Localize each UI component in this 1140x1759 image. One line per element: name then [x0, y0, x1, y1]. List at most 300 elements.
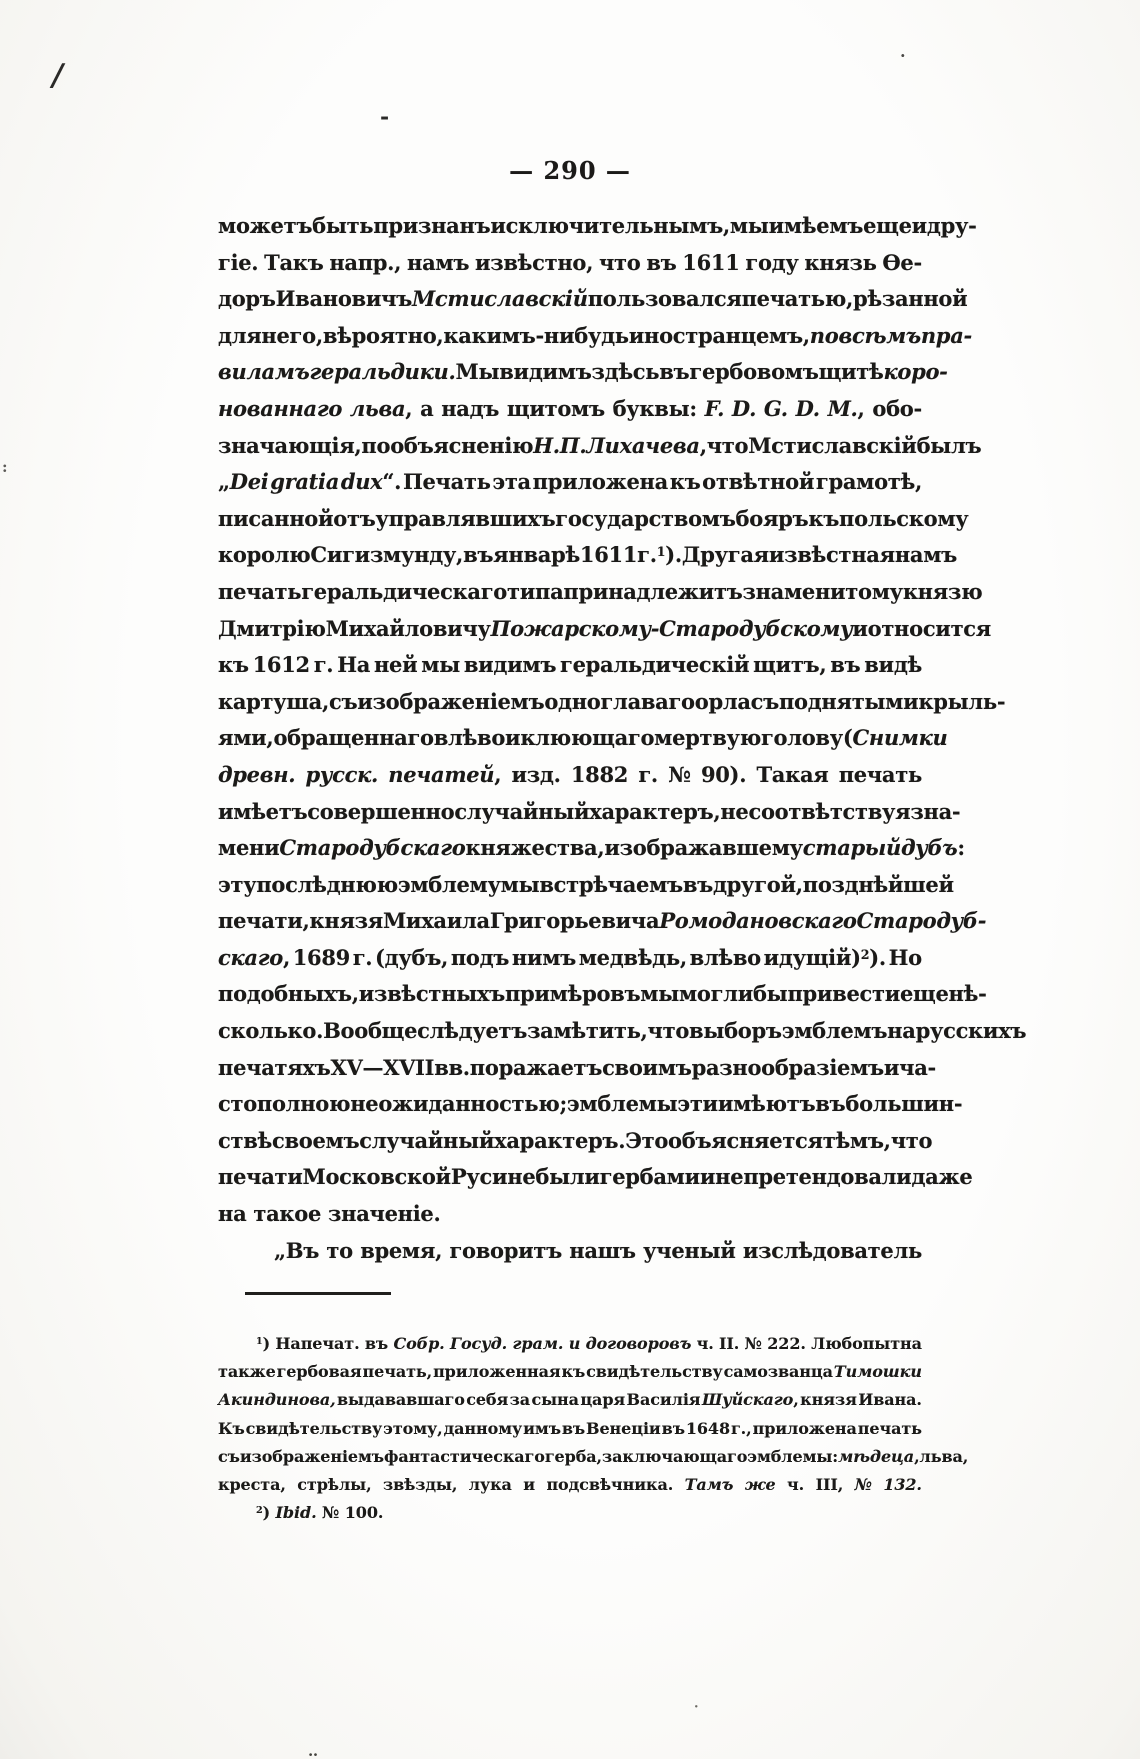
text-line [218, 281, 968, 318]
text-segment: Ивана. [858, 1390, 922, 1410]
italic-text: Пожарскому-Стародубскому [490, 615, 853, 641]
text-segment: съ [750, 688, 779, 714]
text-segment: эта [492, 469, 531, 495]
word [599, 245, 641, 282]
text-segment: гіе. [218, 249, 259, 275]
word [659, 354, 689, 391]
word [920, 1443, 969, 1471]
word [872, 391, 922, 428]
word [420, 391, 433, 428]
word [450, 1330, 507, 1358]
word [857, 903, 987, 940]
word [218, 391, 342, 428]
word [275, 1330, 359, 1358]
word [555, 501, 735, 538]
text-segment: обращеннаго [273, 725, 434, 751]
text-line [218, 720, 948, 757]
text-segment: ч. [787, 1474, 805, 1494]
word [918, 684, 1005, 721]
text-segment: въ [561, 1418, 586, 1438]
word [443, 318, 628, 355]
text-segment: , [857, 395, 865, 421]
text-segment: позднѣйшей [802, 871, 954, 897]
word [689, 354, 818, 391]
text-segment: 222. [767, 1334, 806, 1353]
text-segment: намъ [894, 542, 957, 568]
word [337, 1386, 465, 1414]
text-segment: объясняется [668, 1127, 823, 1153]
text-segment: гербовая [276, 1362, 362, 1382]
word [640, 976, 679, 1013]
text-line [218, 537, 957, 574]
word [520, 720, 654, 757]
word [412, 281, 588, 318]
word [359, 1123, 494, 1160]
text-line [218, 940, 922, 977]
text-segment: къ [218, 652, 249, 678]
text-line [218, 1499, 922, 1527]
text-segment: относится [867, 615, 991, 641]
word [853, 281, 967, 318]
text-segment: влѣво [689, 944, 761, 970]
text-segment: пользовался [587, 286, 742, 312]
word [501, 867, 540, 904]
word [270, 464, 339, 501]
italic-text: договоровъ [585, 1334, 692, 1353]
text-segment: льва, [919, 1446, 969, 1466]
text-segment: одноглаваго [544, 688, 695, 714]
word [863, 208, 912, 245]
word [218, 318, 261, 355]
italic-text: Тамъ [684, 1474, 734, 1494]
text-segment: нашъ [569, 1237, 636, 1263]
word [451, 1159, 507, 1196]
text-segment: сына [531, 1390, 579, 1410]
word [921, 318, 972, 355]
text-segment: неожиданностью; [350, 1091, 567, 1117]
text-line [218, 647, 922, 684]
footnote-marker: 1 [256, 1336, 263, 1348]
word [218, 720, 273, 757]
word [303, 1159, 451, 1196]
text-segment: князь [804, 249, 877, 275]
text-segment: на такое значеніе. [218, 1201, 441, 1227]
word [357, 684, 544, 721]
text-segment: къ [808, 505, 840, 531]
text-segment: мы [500, 871, 540, 897]
text-segment: за [509, 1390, 531, 1410]
word [329, 684, 357, 721]
word [718, 1086, 815, 1123]
text-segment: не [720, 798, 749, 824]
word [475, 245, 593, 282]
text-segment: , [914, 1446, 920, 1466]
text-segment: ) [262, 1503, 276, 1523]
text-segment: щитомъ [506, 395, 605, 421]
word [804, 245, 876, 282]
text-segment: Напечат. [275, 1334, 360, 1353]
italic-text: Н. [533, 432, 560, 458]
italic-text: виламъ [218, 359, 310, 385]
text-segment: году [745, 249, 799, 275]
text-segment: свидѣтельству [586, 1362, 723, 1382]
italic-text: и [568, 1334, 581, 1353]
text-segment: имъ [523, 1418, 561, 1438]
text-segment: тѣмъ, [822, 1127, 891, 1153]
word [533, 464, 668, 501]
word [218, 208, 312, 245]
text-line [218, 1330, 922, 1358]
word [685, 1471, 734, 1499]
text-segment: ча- [899, 1054, 936, 1080]
word [527, 1013, 647, 1050]
word [916, 1013, 1027, 1050]
italic-text: Стародуб- [856, 908, 987, 934]
text-segment: щитъ, [753, 652, 827, 678]
word [218, 1443, 240, 1471]
word [469, 1471, 512, 1499]
italic-text: по [809, 322, 839, 348]
word [586, 428, 706, 465]
word [796, 391, 820, 428]
text-segment: эти [677, 1091, 718, 1117]
text-segment: III, [815, 1474, 844, 1494]
text-segment: исключительнымъ, [490, 213, 730, 238]
word [589, 794, 720, 831]
footnote-block [218, 1330, 969, 1527]
text-segment: что [647, 1018, 690, 1044]
word [218, 647, 249, 684]
text-segment: что [890, 1127, 933, 1153]
text-segment: ) [262, 1334, 271, 1353]
text-segment: „Въ [274, 1237, 320, 1263]
text-segment: Венеціи [586, 1418, 661, 1438]
text-segment: по [361, 432, 391, 458]
word [350, 1086, 567, 1123]
word [383, 1471, 457, 1499]
word [310, 903, 383, 940]
italic-text: мѣдеца [838, 1446, 915, 1466]
word [513, 1330, 564, 1358]
text-segment: какимъ-нибудь [443, 322, 629, 348]
word [895, 537, 957, 574]
word [808, 501, 839, 538]
text-segment: быть [312, 213, 374, 238]
text-segment: орла [694, 688, 751, 714]
word [900, 976, 949, 1013]
word [839, 501, 968, 538]
text-segment: II. [719, 1334, 740, 1353]
text-segment: голову [760, 725, 843, 751]
word [697, 1330, 714, 1358]
handwritten-slash-mark: / [52, 58, 63, 93]
word [903, 574, 983, 611]
text-segment: печати [218, 1164, 303, 1190]
word [240, 1443, 384, 1471]
word [689, 1013, 782, 1050]
word [567, 1086, 677, 1123]
text-segment: Печать [402, 469, 491, 495]
text-segment: № [668, 761, 691, 787]
word [787, 976, 900, 1013]
word [592, 354, 660, 391]
word [407, 245, 469, 282]
text-segment: Это [625, 1127, 669, 1153]
word [713, 867, 803, 904]
text-segment: къ [561, 1362, 586, 1382]
text-segment: претендовали [743, 1164, 912, 1190]
word [858, 1415, 922, 1443]
word [562, 1358, 586, 1386]
text-segment: , [494, 761, 502, 787]
word [646, 245, 676, 282]
stray-dot-mark: · [900, 46, 906, 65]
word [889, 940, 922, 977]
footnote-marker: 2 [860, 946, 870, 962]
text-segment: князя [800, 1390, 857, 1410]
text-segment: княжества, [465, 835, 605, 861]
text-segment: полною [256, 1091, 351, 1117]
word [384, 1443, 545, 1471]
word [218, 1386, 336, 1414]
text-line [218, 391, 922, 428]
word [218, 976, 359, 1013]
text-line [218, 318, 972, 355]
text-segment: князю [902, 578, 983, 604]
text-segment: Руси [450, 1164, 508, 1190]
word [700, 1159, 715, 1196]
word [301, 574, 507, 611]
text-segment: приложена [532, 469, 668, 495]
word [949, 976, 987, 1013]
word [218, 281, 276, 318]
text-line [218, 1050, 936, 1087]
word [756, 757, 828, 794]
italic-text: Ромодановскаго [659, 908, 857, 934]
text-segment: креста, [218, 1474, 286, 1494]
word [707, 428, 749, 465]
text-segment: , [405, 395, 413, 421]
word [417, 1013, 527, 1050]
word [819, 354, 884, 391]
text-line [218, 208, 977, 245]
word [451, 940, 509, 977]
text-segment: Такъ [264, 249, 324, 275]
text-segment: князя [309, 908, 383, 934]
text-segment: своимъ [602, 1054, 692, 1080]
italic-text: П. [559, 432, 587, 458]
text-line [218, 501, 969, 538]
word [373, 208, 490, 245]
word [743, 1233, 922, 1270]
word [256, 1330, 270, 1358]
word [523, 1471, 535, 1499]
word [494, 1123, 625, 1160]
italic-text: gratia [270, 469, 340, 495]
text-segment: имѣемъ [768, 213, 864, 238]
text-segment: свидѣтельству [245, 1418, 383, 1438]
text-segment: г., [730, 1418, 752, 1438]
text-line [218, 1386, 922, 1414]
text-segment: себя [466, 1390, 509, 1410]
word [433, 1358, 561, 1386]
text-segment: и [852, 615, 868, 641]
text-line [218, 867, 954, 904]
word [761, 720, 843, 757]
word [512, 757, 561, 794]
word [421, 647, 460, 684]
body-text-block [218, 208, 1027, 1269]
word [326, 611, 491, 648]
text-segment: съ [329, 688, 358, 714]
text-line [218, 757, 922, 794]
text-segment: Мстиславскій [748, 432, 917, 458]
word [855, 1471, 872, 1499]
word [715, 1159, 743, 1196]
italic-text: Ibid. [275, 1503, 317, 1523]
text-segment: ствѣ [218, 1127, 272, 1153]
italic-text: Акиндинова, [218, 1390, 336, 1410]
italic-text: Собр. [393, 1334, 445, 1353]
text-segment: XV—XVII [330, 1054, 435, 1080]
word [464, 647, 556, 684]
text-segment: печать [838, 761, 922, 787]
word [218, 611, 326, 648]
italic-text: 132. [883, 1474, 922, 1494]
text-segment: Ивановичъ [275, 286, 412, 312]
text-segment: надъ [441, 395, 500, 421]
word [901, 830, 965, 867]
text-line [218, 976, 987, 1013]
text-segment: даже [911, 1164, 973, 1190]
word [350, 391, 412, 428]
word [705, 391, 725, 428]
text-segment: грамотѣ, [815, 469, 922, 495]
text-segment: мы [421, 652, 460, 678]
word [218, 1358, 276, 1386]
word [803, 867, 954, 904]
word [810, 318, 839, 355]
text-segment: печать [218, 578, 302, 604]
word [742, 574, 902, 611]
text-segment: былъ [916, 432, 982, 458]
text-segment: и [699, 1164, 716, 1190]
text-segment: Московской [302, 1164, 451, 1190]
text-line [218, 1086, 963, 1123]
text-segment: знаменитому [742, 578, 903, 604]
word [816, 1471, 844, 1499]
text-line [218, 354, 948, 391]
word [293, 940, 350, 977]
stray-dash-mark: - [380, 104, 390, 130]
word [444, 1415, 523, 1443]
word [493, 537, 580, 574]
word [638, 757, 658, 794]
text-segment: г. [637, 542, 657, 568]
italic-text: F. [704, 395, 725, 421]
text-segment: 1611 [682, 249, 740, 275]
text-segment: большин- [845, 1091, 963, 1117]
word [535, 1159, 599, 1196]
word [218, 354, 309, 391]
word [662, 1415, 685, 1443]
text-segment: намъ [407, 249, 470, 275]
text-segment: подсвѣчника. [546, 1474, 674, 1494]
word [523, 1415, 561, 1443]
word [330, 1050, 434, 1087]
word [341, 464, 401, 501]
word [852, 611, 867, 648]
word [845, 1086, 962, 1123]
italic-text: dux [340, 469, 383, 495]
word [359, 976, 505, 1013]
text-segment: влѣво [433, 725, 506, 751]
text-segment: ученый [643, 1237, 736, 1263]
text-segment: № [744, 1334, 762, 1353]
text-segment: и [911, 213, 927, 238]
word [279, 830, 465, 867]
text-segment: видимъ [463, 652, 557, 678]
text-line [218, 830, 965, 867]
text-segment: мени [218, 835, 280, 861]
word [732, 391, 756, 428]
text-line [218, 1415, 922, 1443]
text-segment: ). [665, 542, 682, 568]
text-segment: время, [360, 1237, 443, 1263]
text-segment: разнообразіемъ [691, 1054, 884, 1080]
text-segment: изображеніемъ [357, 688, 545, 714]
text-line [218, 1159, 973, 1196]
text-segment: 1882 [570, 761, 629, 787]
word [719, 1330, 739, 1358]
text-segment: и [505, 725, 521, 751]
word [307, 794, 454, 831]
italic-text: льва [349, 395, 406, 421]
text-segment: ней [373, 652, 418, 678]
text-segment: объясненію [390, 432, 534, 458]
text-segment: иностранцемъ, [628, 322, 810, 348]
word [218, 684, 329, 721]
word [383, 1415, 442, 1443]
word [670, 464, 701, 501]
text-segment: „ [218, 469, 230, 495]
word [834, 1358, 922, 1386]
italic-text: пра- [920, 322, 972, 348]
word [507, 391, 605, 428]
low-stray-dot: · [694, 1700, 699, 1715]
text-segment: изслѣдователь [742, 1237, 922, 1263]
text-segment: изд. [511, 761, 561, 787]
text-segment: то [326, 1237, 353, 1263]
word [492, 464, 531, 501]
word [490, 208, 730, 245]
word [823, 1123, 891, 1160]
word [218, 794, 307, 831]
text-segment: управлявшихъ [375, 505, 556, 531]
word [654, 720, 761, 757]
text-segment: данному [443, 1418, 523, 1438]
text-segment: мы [729, 213, 769, 238]
word [627, 1386, 701, 1414]
word [274, 1233, 319, 1270]
text-segment: съ [218, 1446, 240, 1466]
text-segment: были [535, 1164, 600, 1190]
word [839, 757, 922, 794]
word [463, 537, 493, 574]
text-segment: говоритъ [449, 1237, 562, 1263]
word [261, 318, 322, 355]
word [546, 1471, 673, 1499]
